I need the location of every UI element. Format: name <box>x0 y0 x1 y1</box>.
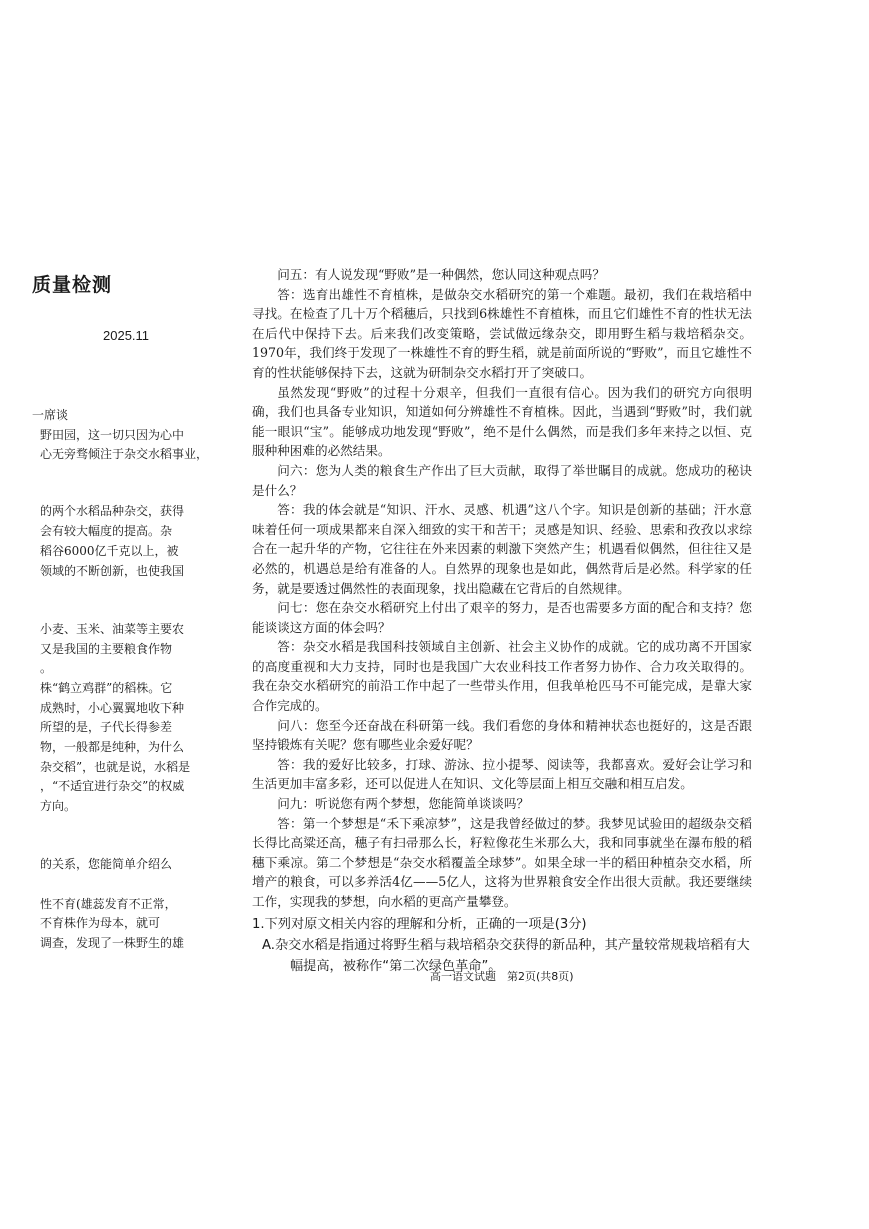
article-paragraph: 问九：听说您有两个梦想，您能简单谈谈吗？ <box>277 796 530 812</box>
article-paragraph: 问五：有人说发现“野败”是一种偶然，您认同这种观点吗？ <box>277 267 605 282</box>
left-line: ，“不适宜进行杂交”的权威 <box>40 779 185 793</box>
article-paragraph: 问六：您为人类的粮食生产作出了巨大贡献，取得了举世瞩目的成就。您成功的秘诀是什么？ <box>252 462 752 498</box>
article-paragraph: 答：第一个梦想是“禾下乘凉梦”，这是我曾经做过的梦。我梦见试验田的超级杂交稻长得比高粱还高，穗子有扫帚那么长，籽粒像花生米那么大，我和同事就坐在瀑布般的稻穗下乘凉。第二个梦想是“杂交水稻覆盖全球梦”。如果全球一半的稻田种植杂交水稻，所增产的粮食，可以多养活4亿——5亿人，这将为世界粮食安全作出很大贡献。我还要继续工作，实现我的梦想，向水稻的更高产量攀登。 <box>252 815 752 909</box>
article-paragraph: 虽然发现“野败”的过程十分艰辛，但我们一直很有信心。因为我们的研究方向很明确，我们也具备专业知识，知道如何分辨雄性不育植株。因此，当遇到“野败”时，我们就能一眼识“宝”。能够成功地发现“野败”，绝不是什么偶然，而是我们多年来持之以恒、克服种种困难的必然结果。 <box>252 384 752 459</box>
left-line: 小麦、玉米、油菜等主要农 <box>40 622 185 636</box>
article-paragraph: 答：我的爱好比较多，打球、游泳、拉小提琴、阅读等，我都喜欢。爱好会让学习和生活更加丰富多彩，还可以促进人在知识、文化等层面上相互交融和相互启发。 <box>252 756 752 792</box>
left-line: 所望的是，子代长得参差 <box>40 720 173 734</box>
article-paragraph: 问八：您至今还奋战在科研第一线。我们看您的身体和精神状态也挺好的，这是否跟坚持锻炼有关呢？您有哪些业余爱好呢？ <box>252 717 752 753</box>
exam-title: 质量检测 <box>32 274 113 296</box>
left-line: 。 <box>40 661 53 675</box>
article-paragraph: 答：杂交水稻是我国科技领域自主创新、社会主义协作的成就。它的成功离不开国家的高度重视和大力支持，同时也是我国广大农业科技工作者努力协作、合力攻关取得的。我在杂交水稻研究的前沿工作中起了一些带头作用，但我单枪匹马不可能完成，是靠大家合作完成的。 <box>252 639 752 714</box>
left-line: 调查，发现了一株野生的雄 <box>40 936 185 950</box>
left-line: 株“鹤立鸡群”的稻株。它 <box>40 681 173 695</box>
option-a: A.杂交水稻是指通过将野生稻与栽培稻杂交获得的新品种，其产量较常规栽培稻有大幅提高，被称作“第二次绿色革命”。 <box>262 937 750 974</box>
left-line: 心无旁骛倾注于杂交水稻事业， <box>40 447 209 461</box>
interview-article <box>252 265 752 977</box>
left-line: 又是我国的主要粮食作物 <box>40 642 173 656</box>
left-line: 的关系，您能简单介绍么 <box>40 857 173 871</box>
exam-date: 2025.11 <box>103 328 150 343</box>
article-paragraph: 问七：您在杂交水稻研究上付出了艰辛的努力，是否也需要多方面的配合和支持？您能谈谈这方面的体会吗？ <box>252 600 752 635</box>
left-line: 方向。 <box>40 799 77 813</box>
left-line: 不育株作为母本，就可 <box>40 916 161 930</box>
left-line: 的两个水稻品种杂交，获得 <box>40 504 185 518</box>
left-line: 性不育(雄蕊发育不正常， <box>40 897 177 911</box>
left-line: 成熟时，小心翼翼地收下种 <box>40 701 185 715</box>
left-line: 领域的不断创新，也使我国 <box>40 564 185 578</box>
left-heading: 一席谈 <box>32 408 69 422</box>
left-line: 物，一般都是纯种，为什么 <box>40 740 185 754</box>
page-footer: 高一语文试题 第2页(共8页) <box>430 970 574 983</box>
left-line: 会有较大幅度的提高。杂 <box>40 524 173 538</box>
article-paragraph: 答：我的体会就是“知识、汗水、灵感、机遇”这八个字。知识是创新的基础；汗水意味着任何一项成果都来自深入细致的实干和苦干；灵感是知识、经验、思索和孜孜以求综合在一起升华的产物，它往往在外来因素的刺激下突然产生；机遇看似偶然，但往往又是必然的，机遇总是给有准备的人。自然界的现象也是如此，偶然背后是必然。科学家的任务，就是要透过偶然性的表面现象，找出隐藏在它背后的自然规律。 <box>252 502 752 596</box>
left-line: 杂交稻”，也就是说，水稻是 <box>40 760 191 774</box>
left-line: 野田园，这一切只因为心中 <box>40 428 185 442</box>
left-line: 稻谷6000亿千克以上，被 <box>40 544 179 558</box>
question-1: 1.下列对原文相关内容的理解和分析，正确的一项是(3分) <box>252 916 587 932</box>
left-page-fragment <box>0 0 209 1229</box>
article-paragraph: 答：选育出雄性不育植株，是做杂交水稻研究的第一个难题。最初，我们在栽培稻中寻找。在检查了几十万个稻穗后，只找到6株雄性不育植株，而且它们雄性不育的性状无法在后代中保持下去。后来我们改变策略，尝试做远缘杂交，即用野生稻与栽培稻杂交。1970年，我们终于发现了一株雄性不育的野生稻，就是前面所说的“野败”，而且它雄性不育的性状能够保持下去，这就为研制杂交水稻打开了突破口。 <box>252 286 752 380</box>
